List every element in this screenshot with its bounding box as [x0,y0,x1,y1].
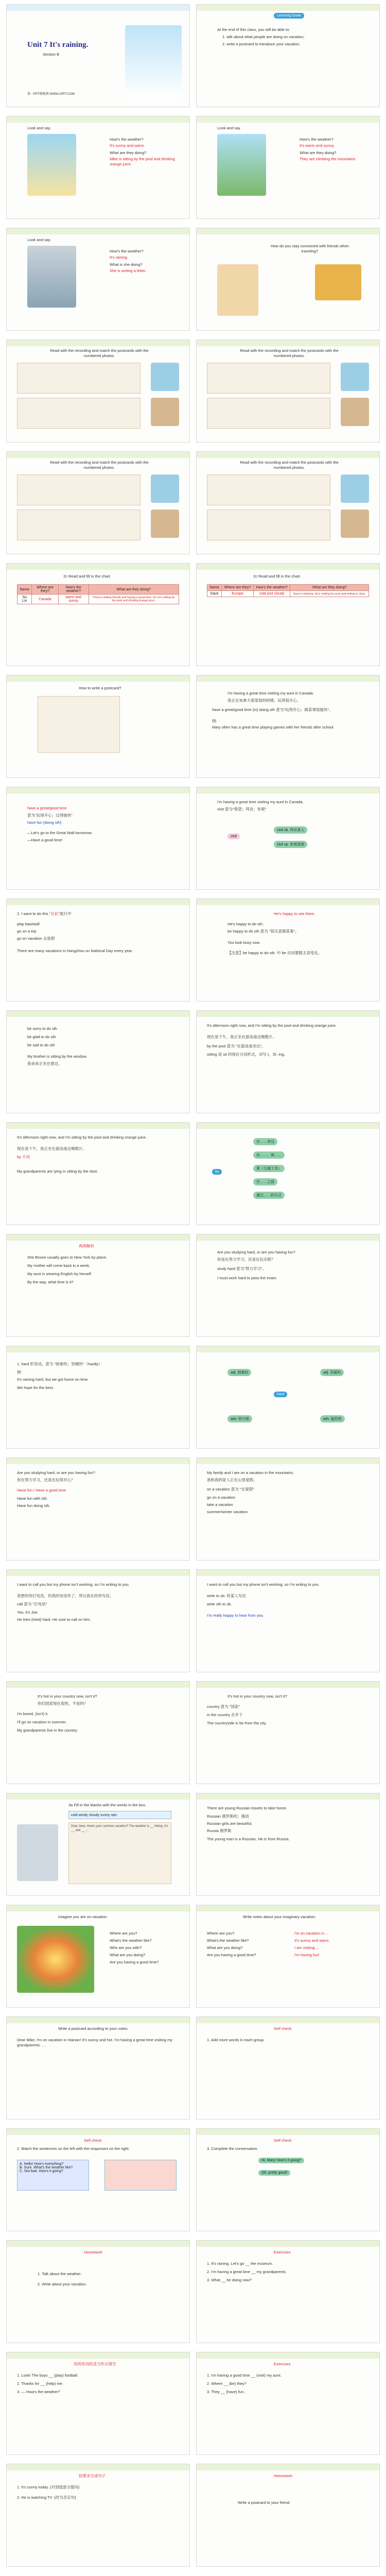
photo-2 [151,510,179,538]
photo-2 [151,398,179,426]
line3: 3. What __ he doing now? [207,2278,252,2282]
line1: She Brown usually goes to New York by plane. [27,1255,108,1260]
section-label: Section B [43,52,60,57]
slide-sorry-glad [6,1010,190,1113]
heading: 2c Read and fill in the chart. [63,574,111,579]
line2: 2. Where __ (be) they? [207,2381,247,2386]
line2: write to sb. 给某人写信 [207,1594,246,1598]
postcard-dave [207,398,330,429]
a1: It's warm and sunny. [300,143,335,148]
response-1: Hi, Mary! How's it going? [258,2158,304,2163]
line3: Have fun / Have a good time [17,1488,66,1493]
slide-look-say-1 [6,116,190,219]
by-meaning-2: 由……，被…… [253,1151,285,1159]
question: How do you stay connected with friends when traveling? [270,244,349,254]
q3: Who are you with? [110,1945,142,1950]
header-weather: How's the weather? [253,585,290,591]
line1: It's hot in your country now, isn't it? [227,1694,287,1699]
slide-look-say-2 [196,116,380,219]
postcard-diagram [38,696,120,753]
line1: My family and I are on a vacation in the mountains. [207,1470,294,1475]
line4: I must work hard to pass the exam. [217,1276,277,1280]
line1: 1. hard 形容词，意为 "困难的；坚硬的"（hardly） [17,1362,102,1366]
heading: Look and say. [217,126,241,130]
heading: 按要求完成句子 [79,2473,106,2478]
photo-2 [341,510,369,538]
line3: on a vacation 意为 "在度假" [207,1487,254,1492]
a1: It's raining. [110,255,129,260]
lesson-title: Unit 7 It's raining. [27,41,89,49]
line1: 1. It's sunny today. (对划线部分提问) [17,2485,80,2489]
line1: be sorry to do sth [27,1026,57,1031]
line3: study hard 意为"努力学习"。 [217,1266,266,1271]
response-2: Oh, pretty good! [258,2170,290,2176]
sentence: I'm having a great time visiting my aunt in Canada. [217,800,304,804]
line4: go on vacation 去度假 [17,936,55,941]
heading: 3a Fill in the blanks with the words in the box. [68,1803,146,1807]
slide-study-hard [196,1234,380,1337]
slide-imagine [6,1905,190,2008]
photo-1 [151,474,179,503]
slide-3a [6,1793,190,1896]
mountain-picture [217,134,266,196]
heading: Self check [84,2138,102,2143]
line4: My grandparents are lying in sitting by the door. [17,1169,98,1174]
slide-on-vacation [196,1458,380,1561]
slide-chart-dave [196,563,380,666]
slide-sentences [6,2464,190,2567]
slide-hard-adj [6,1346,190,1449]
line1: There are young Russian travels to take home. [207,1806,287,1810]
slide-by-the-pool [196,1010,380,1113]
line3: be happy to do sth 意为 "很乐意做某事"。 [227,929,299,934]
slide-title [6,4,190,107]
line2: 现在是下午，我正坐在游泳池边喝橙汁。 [17,1146,86,1151]
slide-this-trip [6,899,190,1002]
a2: It's sunny and warm. [294,1938,330,1943]
heading: How to write a postcard? [79,686,121,690]
q4: What are you doing? [110,1953,146,1957]
slide-hard-map [196,1346,380,1449]
line3: I'm bored, (isn't) it. [17,1711,49,1716]
line2: 我和我的家人正在山里度假。 [207,1478,257,1482]
line1: 1. Talk about the weather. [38,2272,82,2276]
pool-picture [27,134,76,196]
heading: Exercises [274,2250,291,2255]
instruction: Read with the recording and match the postcards with the numbered photos. [240,348,339,359]
line2: 2. Thanks for __ (help) me. [17,2381,63,2386]
line5: take a vacation [207,1502,233,1507]
header-weather: How's the weather? [58,585,89,595]
by-meaning-1: 在……旁边 [253,1138,277,1145]
line1: 3. Complete the conversation. [207,2146,258,2151]
hard-meaning-2: adj. 坚硬的 [320,1369,344,1376]
by-meaning-4: 在……之前 [253,1178,277,1185]
info-chart [17,584,179,604]
slide-have-good-time [6,787,190,890]
by-meaning-3: 乘（交通工具） [253,1165,285,1172]
slide-self-check-3 [196,2128,380,2231]
cell-doing: They're visiting friends and having a great time. Su Lin's sitting by the pool and drinking orange juice. [89,595,179,604]
header-name: Name [207,585,222,591]
line4: sitting 是 sit 的现在分词形式，双写 t，加 -ing。 [207,1052,288,1057]
a2: They are climbing the mountains. [300,157,357,161]
line3: by 介词 [17,1155,30,1159]
fruit-picture [17,1926,94,1993]
rain-picture [27,246,76,308]
heading: 用所给词的适当形式填空 [74,2362,116,2366]
line2: 现在是下午，我正坐在游泳池边喝橙汁。 [207,1035,276,1039]
letter: Dear Mike, I'm on vacation in Hainan! It's sunny and hot. I'm having a great time visiting my grandparents. ... [17,2038,172,2048]
line2: Russian 俄罗斯的；俄语 [207,1814,249,1819]
slide-postcard-1 [6,340,190,443]
slide-postcard-2 [196,340,380,443]
opt-b: B. Sure. What's the weather like? [20,2166,73,2170]
heading: Exercises [274,2362,291,2366]
line3: 3. They __ (have) fun. [207,2389,245,2394]
hard-meaning-3: adv. 努力地 [227,1415,252,1422]
line4: Have fun with sth. [17,1496,48,1501]
a2: Mike is sitting by the pool and drinking orange juice. [110,157,175,167]
q2: What's the weather like? [110,1938,152,1943]
visit-node: visit [227,834,240,839]
postcard-su-lin [17,474,141,505]
photo-1 [341,363,369,391]
line1: It's hot in your country now, isn't it? [38,1694,97,1699]
slide-have-great-time [196,675,380,778]
line2: He's happy to do sth. [227,922,264,926]
cell-name: Dave [207,591,222,597]
line3: call 意为 "打电话" [17,1602,47,1606]
line1: Are you studying hard, or are you having fun? [217,1250,295,1255]
explanation: visit 意为"看望；拜访；参观" [217,807,267,811]
line4: My brother is sitting by the window. [27,1054,87,1059]
line3: write sth to sb. [207,1602,232,1606]
by-node: by [212,1169,222,1175]
cell-weather: warm and sunny [58,595,89,604]
slide-write-to [196,1569,380,1672]
line4: I'm really happy to hear from you. [207,1613,265,1618]
a1: It's sunny and warm. [110,143,145,148]
postcard-dave [207,510,330,540]
line2: 我想给你打电话，但我的电话坏了，所以我在给你写信。 [17,1594,114,1598]
slide-by-examples [6,1234,190,1337]
line2: 你是在努力学习，还是在玩乐呢？ [217,1257,275,1262]
info-chart [207,584,369,597]
phone-boy-picture [217,264,258,316]
heading: Look and say. [27,238,51,242]
example-label: 例: [212,719,217,723]
heading: Homework [84,2250,102,2255]
line1: 1. I'm having a good time __ (visit) my aunt. [207,2373,282,2378]
hard-meaning-4: adv. 猛烈地 [320,1415,345,1422]
site-label: 第一PPT模板网-WWW.1PPT.COM [27,93,75,96]
line1: He's happy to see them. [274,911,315,916]
slide-be-happy [196,899,380,1002]
cell-doing: Dave's studying. He's visiting his aunt and writing to Jane. [290,591,369,597]
line2: 例： [17,1370,25,1375]
slide-self-check-2 [6,2128,190,2231]
line2: 你在努力学习，还是在玩得开心？ [17,1478,75,1482]
line4: By the way, what time is it? [27,1280,74,1284]
line2: My mother will come back in a week. [27,1263,91,1268]
line3: Russian girls are beautiful. [207,1821,253,1826]
heading: Self check [274,2138,292,2143]
right-column [104,2160,177,2191]
slide-how-to-postcard [6,675,190,778]
heading: Write notes about your imaginary vacation. [243,1914,317,1919]
slide-country [196,1681,380,1784]
a2: She is writing a letter. [110,268,147,273]
slide-russian [196,1793,380,1896]
goals-line-2: 1. talk about what people are doing on vacation; [222,35,305,39]
hard-meaning-1: adj. 困难的 [227,1369,251,1376]
line6: summer/winter vacation [207,1510,248,1514]
envelope-picture [315,264,361,300]
line1: 2. I want to do this "在此"旅行中 [17,911,72,916]
a4: I'm having fun! [294,1953,320,1957]
line2: 你们国家现在很热，不是吗？ [38,1701,88,1706]
line3: in the country 在乡下 [207,1713,243,1717]
postcard-su-lin [207,363,330,394]
q5: Are you having a good time? [110,1960,159,1964]
line1: Write a postcard to your friend. [238,2500,291,2505]
line5: 【注意】be happy to do sth. 中 be 动词要随主语变化。 [227,951,322,955]
line3: by the pool 意为 "在游泳池旁边"。 [207,1044,266,1048]
line1: I want to call you but my phone isn't working, so I'm writing to you. [17,1582,130,1587]
goals-tag: Learning Goals [274,13,304,19]
slide-exercises-3 [196,2352,380,2455]
opt-c: C. Not bad. How's it going? [20,2170,63,2173]
line4: Mary often has a great time playing games with her friends after school. [212,725,335,730]
line3: have a great/good time (in) doing sth 意为"玩得开心；做某事很愉快"。 [212,707,333,712]
slide-chart-su-lin [6,563,190,666]
line4: Yes, it's Joe. [17,1610,39,1615]
line1: 1. Add more words in each group. [207,2038,265,2042]
line1: I'm having a great time visiting my aunt in Canada. [227,691,314,696]
opt-a: A. Hello! How's everything? [20,2162,64,2166]
photo-1 [151,363,179,391]
slide-by-meanings [196,1122,380,1225]
line1: 2. Match the sentences on the left with the responses on the right. [17,2146,130,2151]
line4: The countryside is far from the city. [207,1721,267,1725]
line3: My aunt is wearing English by herself. [27,1272,92,1276]
slide-stay-connected [196,228,380,331]
q1: Where are you? [110,1931,137,1936]
line4: go on a vacation [207,1495,236,1500]
slide-isnt-it [6,1681,190,1784]
line2: 2. He is watching TV. (改为否定句) [17,2495,76,2500]
hard-node: hard [274,1392,287,1397]
slide-postcard-4 [196,451,380,554]
q2: What's the weather like? [207,1938,249,1943]
a3: I am visiting ... [294,1945,319,1950]
line2: country 意为 "国家" [207,1704,240,1709]
q1: How's the weather? [110,137,144,142]
line1: 1. It's raining. Let's go __ the museum. [207,2261,273,2266]
word-box: cold windy cloudy sunny rain [68,1811,171,1819]
left-column [17,2160,89,2191]
line1: Are you studying hard, or are you having fun? [17,1470,95,1475]
slide-homework [6,2240,190,2343]
line5: Have fun doing sth. [17,1503,50,1508]
cell-where: Canada [32,595,58,604]
goals-line-1: At the end of this class, you will be able to: [217,27,290,32]
a1: I'm on vacation in ... [294,1931,329,1936]
header-name: Name [17,585,32,595]
slide-visit [196,787,380,890]
slide-look-say-3 [6,228,190,331]
line3: go on a trip [17,929,37,934]
heading: Homework [274,2473,292,2478]
phrase: have a great/good time [27,806,67,810]
q4: Are you having a good time? [207,1953,256,1957]
heading: Look and say. [27,126,51,130]
q2: What is she doing? [110,262,143,267]
meaning: 意为"玩得开心；过得愉快" [27,813,73,818]
q3: What are you doing? [207,1945,243,1950]
line5: 我弟弟正坐在窗边。 [27,1061,62,1066]
slide-notes [196,1905,380,2008]
line4: You look busy now. [227,940,260,945]
slide-postcard-3 [6,451,190,554]
heading: Write a postcard according to your notes. [58,2026,129,2031]
q2: What are they doing? [110,150,147,155]
title-illustration [125,25,182,97]
postcard-su-lin [207,474,330,505]
heading: Imagine you are on vacation. [58,1914,108,1919]
line3: 3. — How's the weather? [17,2389,60,2394]
dialog-2: —Have a good time! [27,838,63,842]
header-where: Where are they? [32,585,58,595]
postcard-dave [17,398,141,429]
synonym: have fun (doing sth) [27,820,62,825]
line2: 我正在加拿大看望我的阿姨，玩得很开心。 [227,698,301,703]
q1: How's the weather? [300,137,334,142]
heading: 典例解析 [79,1244,94,1248]
letter: Dear Jane, How's your summer vacation? The weather is __ hiking. It's __ and __ ... [68,1822,171,1884]
line4: We hope for the best. [17,1385,54,1390]
header-where: Where are they? [222,585,254,591]
postcard-su-lin [17,363,141,394]
line5: My grandparents live in the country. [17,1728,78,1733]
line2: be glad to do sth [27,1035,56,1039]
postcard-dave [17,510,141,540]
line5: He tries (tried) hard. He sure to call on him. [17,1617,91,1622]
header-doing: What are they doing? [290,585,369,591]
photo-1 [341,474,369,503]
line1: It's afternoon right now, and I'm sitting by the pool and drinking orange juice. [17,1135,147,1140]
cell-weather: cold and cloudy [253,591,290,597]
slide-having-fun [6,1458,190,1561]
heading: 2c Read and fill in the chart. [253,574,301,579]
heading: Self check [274,2026,292,2031]
header-doing: What are they doing? [89,585,179,595]
photo-2 [341,398,369,426]
line1: 1. Look! The boys __ (play) football. [17,2373,79,2378]
slide-exercises-2 [6,2352,190,2455]
visit-sb: visit sb. 拜访某人 [274,826,307,834]
line5: The young man is a Russian. He is from Russia. [207,1837,290,1841]
instruction: Read with the recording and match the postcards with the numbered photos. [50,460,149,470]
line1: I want to call you but my phone isn't working, so I'm writing to you. [207,1582,320,1587]
line3: be sad to do sth [27,1043,55,1047]
slide-homework-2 [196,2464,380,2567]
line4: Russia 俄罗斯 [207,1828,232,1833]
line2: play baseball [17,922,40,926]
slide-call [6,1569,190,1672]
visit-sp: visit sp. 参观某地 [274,841,307,848]
instruction: Read with the recording and match the postcards with the numbered photos. [240,460,339,470]
slide-self-check-1 [196,2016,380,2120]
q2: What are they doing? [300,150,337,155]
slide-goals [196,4,380,107]
line2: 2. I'm having a great time __ my grandparents. [207,2269,287,2274]
slide-write-postcard [6,2016,190,2120]
q1: Where are you? [207,1931,235,1936]
line2: 2. Write about your vacation. [38,2282,87,2286]
line3: It's raining hard, but we got home on time. [17,1377,89,1382]
slide-exercises-1 [196,2240,380,2343]
dialog-1: —Let's go to the Great Wall tomorrow. [27,831,93,835]
line4: I'll go on vacation in summer. [17,1720,67,1724]
cell-name: Su Lin [17,595,32,604]
line5: There are many vacations in Hangzhou on National Day every year. [17,948,133,953]
q1: How's the weather? [110,249,144,253]
hiker-picture [17,1824,58,1881]
cell-where: Europe [222,591,254,597]
goals-line-3: 2. write a postcard to introduce your vacation. [222,42,301,46]
instruction: Read with the recording and match the postcards with the numbered photos. [50,348,149,359]
by-meaning-5: 通过……的方式 [253,1192,285,1199]
slide-by-prep [6,1122,190,1225]
line1: It's afternoon right now, and I'm sitting by the pool and drinking orange juice. [207,1023,337,1028]
